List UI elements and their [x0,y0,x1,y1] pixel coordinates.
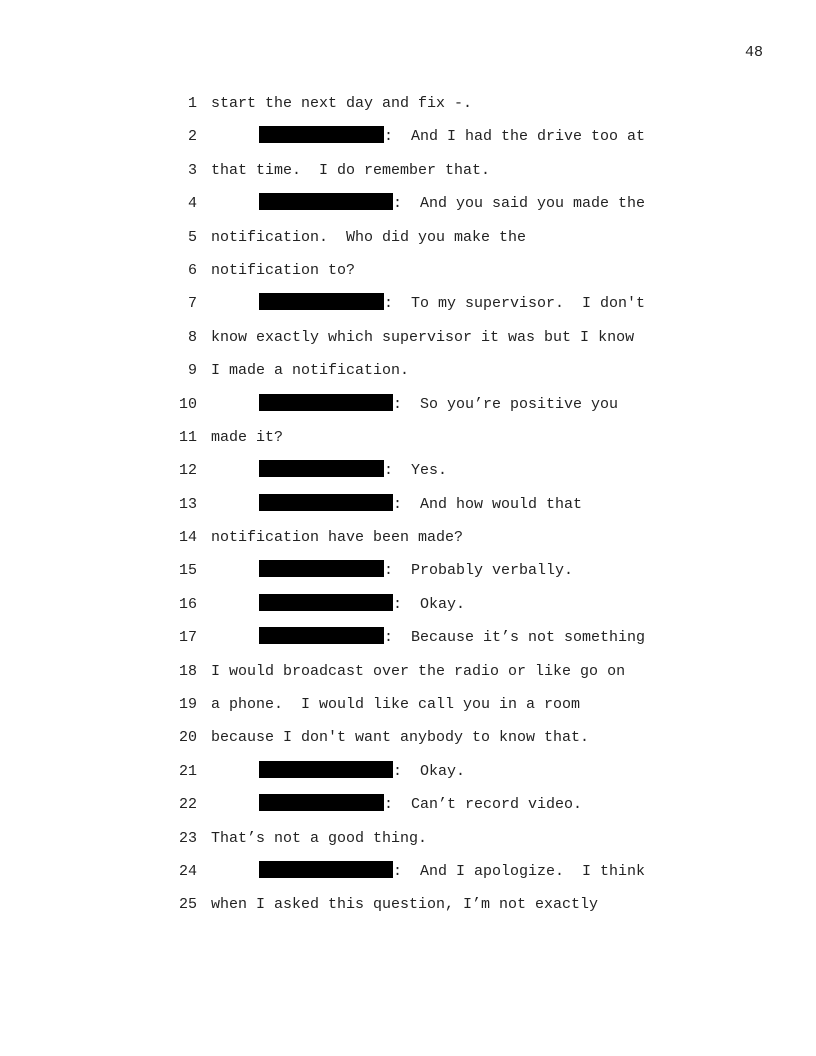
line-text [211,693,580,717]
redacted-speaker-name [259,293,384,310]
redacted-speaker-name [259,627,384,644]
line-content: : Okay. [393,595,466,613]
transcript-line [0,326,816,359]
speaker-line-text [259,593,465,617]
line-number: 24 [178,862,197,880]
line-number: 18 [178,662,197,680]
line-text [211,359,409,383]
line-number: 20 [178,729,197,747]
transcript-line [0,526,816,559]
transcript-line [0,259,816,292]
line-content: know exactly which supervisor it was but I know [211,328,635,346]
redacted-speaker-name [259,460,384,477]
transcript-line [0,726,816,759]
redacted-speaker-name [259,494,393,511]
redacted-speaker-name [259,761,393,778]
line-number: 6 [187,261,197,279]
speaker-line-text [259,125,645,149]
line-text [211,726,589,750]
speaker-line-text [259,292,645,316]
line-number: 12 [178,462,197,480]
redacted-speaker-name [259,193,393,210]
line-number: 2 [187,128,197,146]
speaker-line-text [259,760,465,784]
line-text [211,226,526,250]
transcript-line [0,760,816,793]
transcript-line [0,827,816,860]
transcript-line [0,559,816,592]
line-content: : And you said you made the [393,195,646,213]
line-content: : And I had the drive too at [384,128,646,146]
transcript-line [0,125,816,158]
transcript-line [0,393,816,426]
speaker-line-text [259,860,645,884]
line-number: 19 [178,696,197,714]
line-number: 7 [187,295,197,313]
line-content: : Okay. [393,762,466,780]
speaker-line-text [259,493,582,517]
line-content: : Can’t record video. [384,796,583,814]
transcript-line [0,92,816,125]
transcript-line [0,426,816,459]
transcript-line [0,593,816,626]
line-number: 10 [178,395,197,413]
line-text [211,426,283,450]
line-content: I made a notification. [211,362,410,380]
line-number: 23 [178,829,197,847]
redacted-speaker-name [259,560,384,577]
line-number: 14 [178,529,197,547]
line-text [211,660,625,684]
line-content: I would broadcast over the radio or like go on [211,662,626,680]
line-number: 3 [187,161,197,179]
line-content: notification have been made? [211,529,464,547]
speaker-line-text [259,559,573,583]
transcript-line [0,893,816,926]
line-text [211,92,472,116]
transcript-line [0,459,816,492]
transcript-line [0,192,816,225]
transcript-line [0,693,816,726]
line-content: : And how would that [393,495,583,513]
transcript-line [0,226,816,259]
line-content: because I don't want anybody to know that. [211,729,590,747]
redacted-speaker-name [259,861,393,878]
transcript-body [0,92,816,927]
line-text [211,326,634,350]
redacted-speaker-name [259,394,393,411]
line-content: : To my supervisor. I don't [384,295,646,313]
transcript-line [0,292,816,325]
page-number: 48 [744,44,763,61]
line-number: 22 [178,796,197,814]
line-number: 15 [178,562,197,580]
transcript-line [0,359,816,392]
line-text [211,827,427,851]
speaker-line-text [259,192,645,216]
line-number: 4 [187,195,197,213]
line-content: that time. I do remember that. [211,161,491,179]
line-content: That’s not a good thing. [211,829,428,847]
line-content: : So you’re positive you [393,395,619,413]
line-content: : Yes. [384,462,448,480]
line-number: 25 [178,896,197,914]
line-content: : And I apologize. I think [393,862,646,880]
line-content: start the next day and fix -. [211,95,473,112]
transcript-line [0,860,816,893]
line-text [211,893,598,917]
redacted-speaker-name [259,594,393,611]
line-number: 9 [187,362,197,380]
line-number: 1 [187,95,197,112]
transcript-line [0,793,816,826]
line-number: 8 [187,328,197,346]
line-text [211,259,355,283]
line-content: made it? [211,428,284,446]
line-number: 17 [178,629,197,647]
line-number: 13 [178,495,197,513]
redacted-speaker-name [259,794,384,811]
speaker-line-text [259,626,645,650]
line-content: : Because it’s not something [384,629,646,647]
speaker-line-text [259,459,447,483]
line-content: notification to? [211,261,356,279]
line-number: 11 [178,428,197,446]
transcript-line [0,493,816,526]
line-text [211,526,463,550]
redacted-speaker-name [259,126,384,143]
line-content: a phone. I would like call you in a room [211,696,581,714]
speaker-line-text [259,793,582,817]
line-number: 21 [178,762,197,780]
transcript-line [0,626,816,659]
line-content: notification. Who did you make the [211,228,527,246]
transcript-line [0,159,816,192]
line-text [211,159,490,183]
line-number: 5 [187,228,197,246]
speaker-line-text [259,393,618,417]
transcript-line [0,660,816,693]
line-number: 16 [178,595,197,613]
line-content: when I asked this question, I’m not exactly [211,896,599,914]
line-content: : Probably verbally. [384,562,574,580]
